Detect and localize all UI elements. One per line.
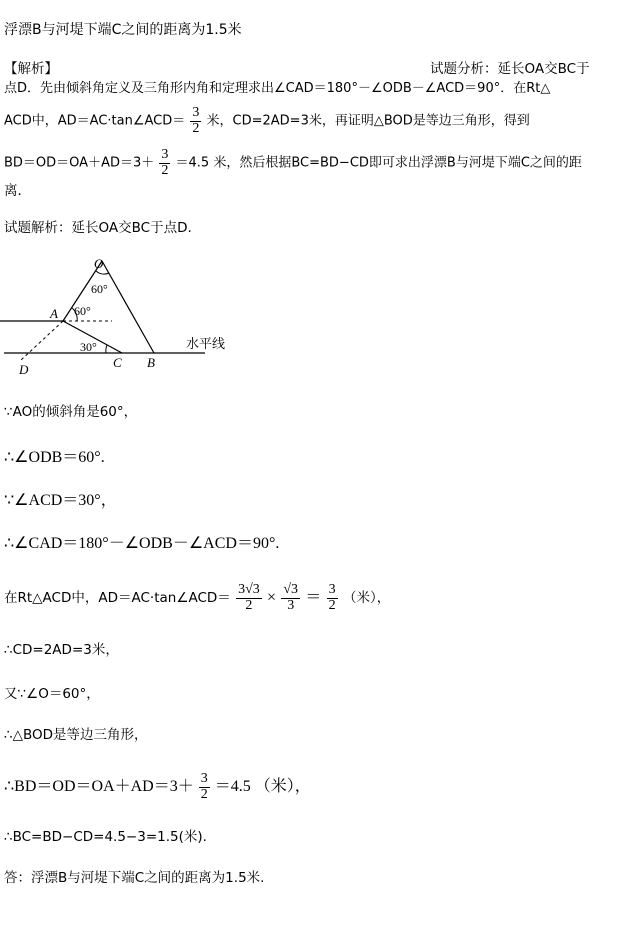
step-3: ∵∠ACD＝30°， [4, 492, 117, 509]
analysis-line1-end [430, 61, 590, 77]
fraction-numerator: √3 [283, 582, 299, 597]
times-sign: × [267, 589, 277, 607]
fraction-denominator: 2 [200, 786, 208, 802]
step-4: ∴∠CAD＝180°－∠ODB－∠ACD＝90°. [4, 535, 280, 552]
angle-arc-c [106, 345, 107, 353]
dashed-ad [21, 321, 63, 360]
step-7: 又∵∠O＝60°， [4, 686, 100, 702]
fraction-denominator: 2 [161, 162, 169, 178]
analysis-header: 【解析】 [4, 61, 58, 77]
step-9 [4, 772, 311, 802]
fraction-numerator: 3√3 [238, 582, 260, 597]
step-1: ∵AO的倾斜角是60°， [4, 404, 138, 420]
geometry-diagram [0, 248, 260, 378]
analysis-line1-text: 延长OA交BC于 [497, 61, 590, 77]
segment-ob [102, 261, 154, 353]
answer-line: 答：浮漂B与河堤下端C之间的距离为1.5米. [4, 870, 265, 886]
fraction-numerator: 3 [328, 582, 336, 597]
result-statement: 浮漂B与河堤下端C之间的距离为1.5米 [4, 22, 242, 38]
fraction-numerator: 3 [200, 771, 208, 786]
fraction [281, 583, 300, 613]
angle-arc-o [96, 271, 109, 274]
fraction [327, 583, 338, 613]
analysis-line4-a: BD＝OD＝OA＋AD＝3＋ [4, 155, 155, 171]
fraction [199, 772, 210, 802]
step-2: ∴∠ODB＝60°. [4, 449, 105, 466]
step-9-tail: ＝4.5 （米）， [214, 777, 311, 795]
fraction-numerator: 3 [192, 105, 200, 120]
angle-label-c: 30° [80, 340, 97, 354]
horizon-label: 水平线 [186, 336, 226, 351]
analysis-label: 试题分析： [430, 61, 498, 77]
step-8: ∴△BOD是等边三角形， [4, 727, 148, 743]
label-o: O [94, 256, 104, 271]
fraction-denominator: 3 [287, 597, 295, 613]
solution-intro: 试题解析：延长OA交BC于点D. [4, 220, 192, 236]
analysis-line4 [4, 148, 582, 178]
label-d: D [19, 362, 29, 377]
fraction-denominator: 2 [328, 597, 336, 613]
angle-label-o: 60° [91, 282, 108, 296]
step-5-text: 在Rt△ACD中，AD＝AC·tan∠ACD＝ [4, 590, 231, 607]
fraction-numerator: 3 [161, 147, 169, 162]
unit-text: （米）， [342, 590, 391, 607]
fraction-denominator: 2 [192, 120, 200, 136]
step-6: ∴CD=2AD=3米， [4, 642, 119, 658]
analysis-line3 [4, 106, 530, 136]
analysis-line2: 点D．先由倾斜角定义及三角形内角和定理求出∠CAD＝180°－∠ODB－∠ACD＝90°．在Rt△ [4, 81, 551, 96]
label-c: C [113, 355, 122, 370]
step-9-text: ∴BD＝OD＝OA＋AD＝3＋ [4, 777, 194, 795]
analysis-line5: 离． [4, 183, 31, 199]
fraction [236, 583, 262, 613]
analysis-line3-a: ACD中，AD＝AC·tan∠ACD＝ [4, 113, 186, 129]
fraction [159, 148, 170, 178]
fraction-denominator: 2 [245, 597, 253, 613]
angle-label-a: 60° [74, 304, 91, 318]
step-5 [4, 583, 390, 613]
step-10: ∴BC=BD−CD=4.5−3=1.5(米). [4, 829, 207, 845]
label-a: A [50, 306, 58, 321]
equals-sign: ＝ [305, 589, 322, 607]
analysis-line4-b: ＝4.5 米，然后根据BC=BD−CD即可求出浮漂B与河堤下端C之间的距 [175, 155, 582, 171]
fraction [190, 106, 201, 136]
analysis-line3-b: 米，CD=2AD=3米，再证明△BOD是等边三角形，得到 [206, 113, 530, 129]
label-b: B [147, 355, 155, 370]
